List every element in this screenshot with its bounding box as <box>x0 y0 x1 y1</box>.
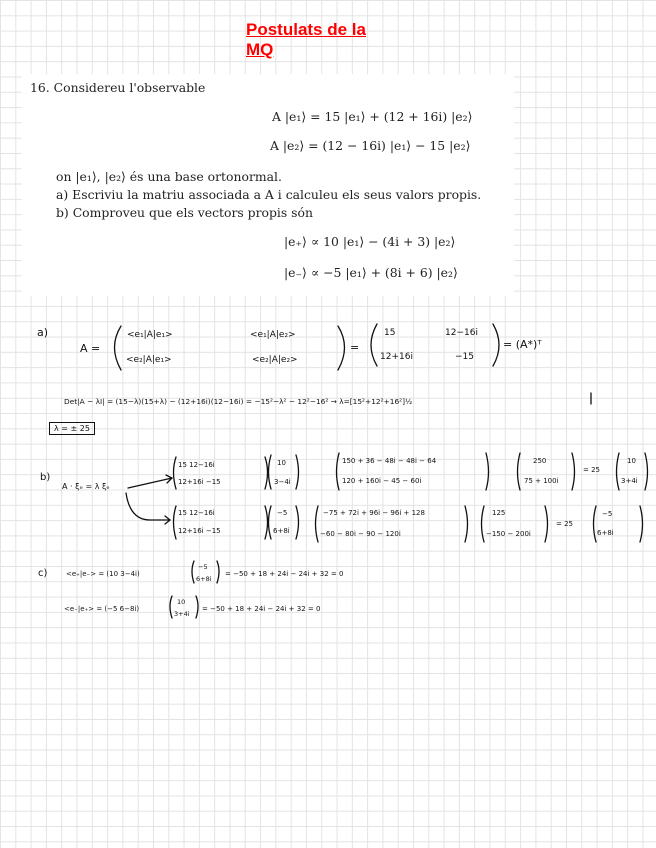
b1-scaled: = 25 <box>583 466 600 474</box>
page-title: Postulats de la MQ <box>246 20 366 59</box>
matrix-element-11: <e₁|A|e₁> <box>127 330 173 340</box>
c-vector-2-row-2: 3+4i <box>174 610 190 618</box>
eigenvalue-result: λ = ± 25 <box>49 422 95 435</box>
determinant-line: Det|A − λI| = (15−λ)(15+λ) − (12+16i)(12−16i) = −15²−λ² − 12²−16² → λ=[15²+12²+16²]½ <box>64 397 413 406</box>
c-line-1-start: <e₊|e₋> = (10 3−4i) <box>66 570 140 578</box>
b1-matrix-row-1: 15 12−16i <box>178 461 215 469</box>
b2-vector-row-2: 6+8i <box>273 527 290 535</box>
c-vector-1-row-1: −5 <box>198 563 208 571</box>
b2-result-row-1: −75 + 72i + 96i − 96i + 128 <box>323 509 425 517</box>
numeric-element-11: 15 <box>384 328 396 338</box>
b1-result-row-2: 120 + 160i − 45 − 60i <box>342 477 422 485</box>
b1-result-row-1: 150 + 36 − 48i − 48i − 64 <box>342 457 437 465</box>
numeric-left-paren <box>371 324 377 366</box>
b1-matrix-row-2: 12+16i −15 <box>178 478 221 486</box>
b2-matrix-row-1: 15 12−16i <box>178 509 215 517</box>
b2-matrix-row-2: 12+16i −15 <box>178 527 221 535</box>
problem-number: 16. <box>30 80 50 95</box>
matrix-element-22: <e₂|A|e₂> <box>252 355 298 365</box>
eigenvector-plus: |e₊⟩ ∝ 10 |e₁⟩ − (4i + 3) |e₂⟩ <box>284 234 456 249</box>
part-a-label: a) <box>37 326 49 339</box>
c-line-2-start: <e₋|e₊> = (−5 6−8i) <box>64 605 140 613</box>
b2-final-row-1: −5 <box>602 510 613 518</box>
c-line-2-end: = −50 + 18 + 24i − 24i + 32 = 0 <box>202 605 321 613</box>
numeric-element-12: 12−16i <box>445 328 478 338</box>
c-line-1-end: = −50 + 18 + 24i − 24i + 32 = 0 <box>225 570 344 578</box>
hermitian-note: = (A*)ᵀ <box>503 338 542 351</box>
basis-statement: on |e₁⟩, |e₂⟩ és una base ortonormal. <box>56 169 282 184</box>
equation-2: A |e₂⟩ = (12 − 16i) |e₁⟩ − 15 |e₂⟩ <box>270 138 471 153</box>
numeric-element-22: −15 <box>455 352 474 362</box>
b1-final-row-1: 10 <box>627 457 636 465</box>
b2-simplified-row-1: 125 <box>492 509 506 517</box>
matrix-lhs: A = <box>80 342 101 355</box>
eigenvector-minus: |e₋⟩ ∝ −5 |e₁⟩ + (8i + 6) |e₂⟩ <box>284 265 458 280</box>
c-vector-1-row-2: 6+8i <box>196 575 212 583</box>
numeric-right-paren <box>493 324 499 366</box>
arrow-upper <box>128 475 172 488</box>
b1-simplified-row-1: 250 <box>533 457 547 465</box>
part-b-statement: b) Comproveu que els vectors propis són <box>56 205 313 220</box>
matrix-element-12: <e₁|A|e₂> <box>250 330 296 340</box>
matrix-equals: = <box>350 341 360 354</box>
b2-result-row-2: −60 − 80i − 90 − 120i <box>320 530 401 538</box>
b2-scaled: = 25 <box>556 520 573 528</box>
b2-vector-row-1: −5 <box>277 509 288 517</box>
matrix-right-paren <box>338 326 345 370</box>
b1-final-row-2: 3+4i <box>621 477 638 485</box>
b2-final-row-2: 6+8i <box>597 529 614 537</box>
b1-simplified-row-2: 75 + 100i <box>524 477 559 485</box>
b2-simplified-row-2: −150 − 200i <box>486 530 531 538</box>
part-c-label: c) <box>38 568 48 579</box>
b1-vector-row-2: 3−4i <box>274 478 291 486</box>
problem-intro-text: Considereu l'observable <box>53 80 206 95</box>
part-a-statement: a) Escriviu la matriu associada a A i calculeu els seus valors propis. <box>56 187 482 202</box>
equation-1: A |e₁⟩ = 15 |e₁⟩ + (12 + 16i) |e₂⟩ <box>272 109 473 124</box>
eigen-relation: A · ξₑ = λ ξₑ <box>62 482 110 491</box>
b1-vector-row-1: 10 <box>277 459 286 467</box>
matrix-left-paren <box>115 326 122 370</box>
c-vector-2-row-1: 10 <box>177 598 186 606</box>
part-b-label: b) <box>40 472 51 483</box>
matrix-element-21: <e₂|A|e₁> <box>126 355 172 365</box>
arrow-lower <box>126 493 170 524</box>
numeric-element-21: 12+16i <box>380 352 413 362</box>
